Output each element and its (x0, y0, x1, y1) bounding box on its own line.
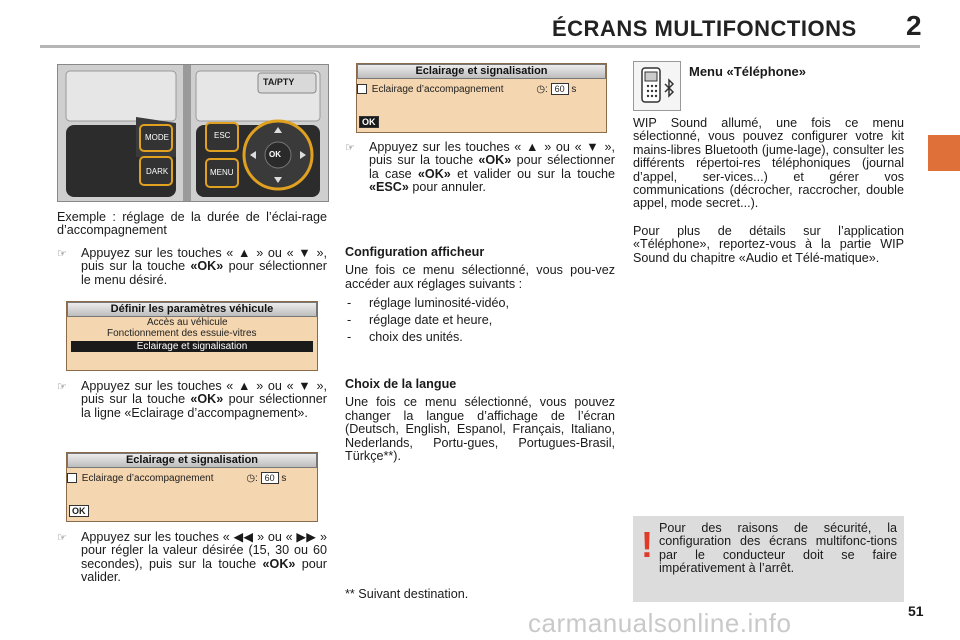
telephone-menu-heading: Menu «Téléphone» (689, 64, 807, 79)
chapter-tab (928, 135, 960, 171)
setting-label: Eclairage d’accompagnement (371, 84, 504, 95)
lighting-settings-screen-ok (356, 63, 607, 133)
fast-forward-icon: ▶▶ (296, 530, 317, 544)
step-text: », puis sur la touche (81, 246, 328, 274)
arrow-down-icon: ▼ (298, 379, 312, 393)
step-text: pour sélectionner la case (369, 153, 615, 181)
section-text: Une fois ce menu sélectionné, vous pouvez changer la langue d’affichage de l’écran (Deutsch, English, Espanol, Français, Italiano, Nederlands, Portu-gues, Portugues-Brasil, Türkçe**). (345, 395, 615, 464)
screen-menu-item: Fonctionnement des essuie-vitres (107, 328, 257, 339)
instruction-step-1 (57, 247, 327, 287)
safety-warning-box (633, 516, 904, 602)
ok-key-ref: «OK» (190, 259, 224, 274)
step-text: Appuyez sur les touches « (81, 379, 234, 393)
config-item: - réglage luminosité-vidéo, (345, 295, 615, 312)
section-intro: Une fois ce menu sélectionné, vous pou-vez accéder aux réglages suivants : (345, 263, 615, 291)
arrow-down-icon: ▼ (586, 140, 600, 154)
control-panel-photo (57, 64, 329, 202)
step-text: », puis sur la touche (81, 379, 328, 407)
step-text: et valider ou sur la touche (457, 166, 616, 181)
step-text: pour valider. (81, 556, 327, 585)
arrow-down-icon: ▼ (298, 246, 312, 260)
step-text: Appuyez sur les touches « (81, 246, 234, 260)
step-text: Appuyez sur les touches « (369, 140, 522, 154)
setting-value: 60 (261, 472, 279, 484)
arrow-up-icon: ▲ (237, 379, 252, 393)
step-text: pour sélectionner la ligne «Eclairage d’accompagnement». (81, 392, 327, 420)
instruction-step-4 (345, 141, 615, 195)
ok-box-ref: «OK» (417, 166, 451, 181)
dark-key-label: DARK (146, 167, 169, 176)
arrow-up-icon: ▲ (525, 140, 540, 154)
esc-key-label: ESC (214, 131, 231, 140)
menu-key-label: MENU (210, 168, 234, 177)
warning-text: Pour des raisons de sécurité, la configuration des écrans multifonc-tions par le conducteur doit se faire impérativement à l’arrêt. (659, 521, 897, 576)
language-section (345, 378, 615, 463)
telephone-paragraph-2: Pour plus de détails sur l’application «Téléphone», reportez-vous à la partie WIP Sound du chapitre «Audio et Télé-matique». (633, 224, 904, 265)
step-text: » ou « (256, 379, 294, 393)
checkbox-icon (67, 473, 77, 483)
step-text: pour sélectionner le menu désiré. (81, 259, 327, 287)
screen-ok-button: OK (69, 505, 89, 517)
footnote: ** Suivant destination. (345, 587, 469, 601)
watermark: carmanualsonline.info (528, 608, 792, 638)
step-text: pour annuler. (412, 180, 486, 195)
section-heading: Configuration afficheur (345, 245, 485, 259)
pointing-finger-icon: ☞ (57, 248, 67, 260)
ok-key-ref: «OK» (190, 392, 224, 407)
checkbox-icon (357, 84, 367, 94)
photo-caption: Exemple : réglage de la durée de l’éclai-rage d’accompagnement (57, 210, 327, 238)
step-text: » ou « (544, 140, 582, 154)
warning-icon: ! (641, 524, 653, 565)
screen-title: Définir les paramètres véhicule (67, 302, 317, 317)
screen-menu-item-selected: Eclairage et signalisation (71, 341, 313, 352)
screen-title: Eclairage et signalisation (357, 64, 606, 79)
setting-value: 60 (551, 83, 569, 95)
screen-setting-row (67, 472, 317, 484)
page-number: 51 (908, 603, 924, 619)
rewind-icon: ◀◀ (233, 530, 254, 544)
config-item: - choix des unités. (345, 329, 615, 346)
step-text: » ou « (256, 246, 294, 260)
mode-key-label: MODE (145, 133, 169, 142)
clock-icon: ◷: (536, 84, 548, 95)
tapty-key-label: TA/PTY (263, 77, 295, 87)
step-text: » pour régler la valeur désirée (15, 30 ou 60 secondes), puis sur la touche (81, 530, 327, 571)
vehicle-settings-screen (66, 301, 318, 371)
screen-ok-button-selected: OK (359, 116, 379, 128)
header-rule (40, 45, 920, 48)
instruction-step-3 (57, 531, 327, 585)
chapter-number: 2 (906, 10, 922, 41)
section-heading: Choix de la langue (345, 377, 457, 391)
step-text: », puis sur la touche (369, 140, 616, 168)
esc-key-ref: «ESC» (369, 180, 409, 195)
config-item: - réglage date et heure, (345, 312, 615, 329)
ok-key-ref: «OK» (262, 556, 296, 571)
display-config-section (345, 246, 615, 346)
instruction-step-2 (57, 380, 327, 420)
lighting-settings-screen (66, 452, 318, 522)
screen-title: Eclairage et signalisation (67, 453, 317, 468)
ok-key-ref: «OK» (478, 153, 512, 168)
step-text: Appuyez sur les touches « (81, 530, 230, 544)
pointing-finger-icon: ☞ (345, 142, 355, 154)
page-title: ÉCRANS MULTIFONCTIONS (552, 16, 857, 41)
arrow-up-icon: ▲ (237, 246, 252, 260)
pointing-finger-icon: ☞ (57, 381, 67, 393)
telephone-paragraph-1: WIP Sound allumé, une fois ce menu sélectionné, vous pouvez configurer votre kit mains-libres Bluetooth (jume-lage), consulter les différents répertoi-res téléphoniques (journal d’appel, ser-vices...) et gérer vos communications (décrocher, raccrocher, double appel, mode secret...). (633, 116, 904, 211)
bluetooth-phone-icon (633, 61, 681, 111)
pointing-finger-icon: ☞ (57, 532, 67, 544)
step-text: » ou « (257, 530, 293, 544)
ok-key-label: OK (269, 150, 281, 159)
setting-unit: s (281, 473, 287, 484)
setting-unit: s (571, 84, 577, 95)
setting-label: Eclairage d’accompagnement (81, 473, 214, 484)
clock-icon: ◷: (246, 473, 258, 484)
screen-menu-item: Accès au véhicule (147, 317, 228, 328)
screen-setting-row (357, 83, 606, 95)
